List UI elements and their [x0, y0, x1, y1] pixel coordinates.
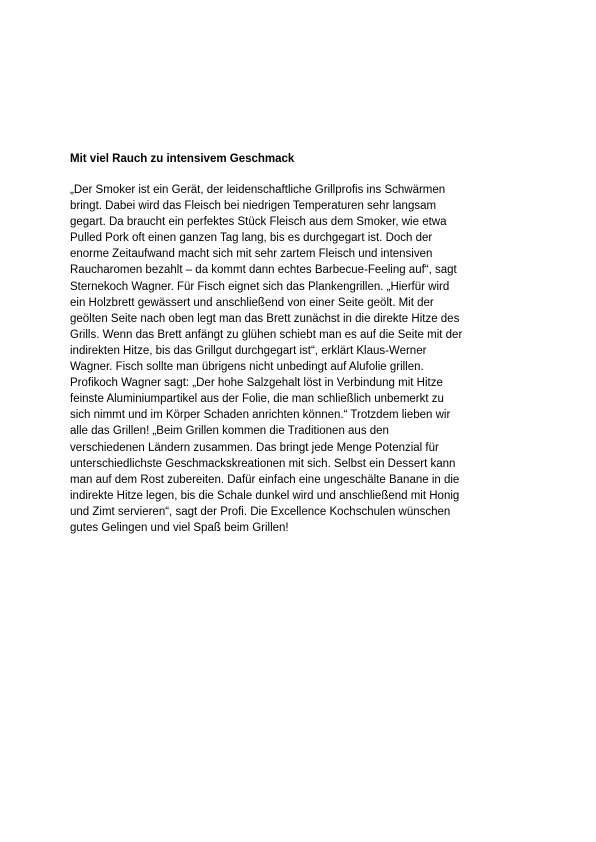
body-line: indirekten Hitze, bis das Grillgut durchgegart ist“, erklärt Klaus-Werner [70, 344, 427, 357]
body-line: Pulled Pork oft einen ganzen Tag lang, bis es durchgegart ist. Doch der [70, 232, 433, 245]
body-line: gutes Gelingen und viel Spaß beim Grillen! [70, 521, 289, 534]
body-line: feinste Aluminiumpartikel aus der Folie, die man schließlich unbemerkt zu [70, 393, 444, 406]
body-line: „Der Smoker ist ein Gerät, der leidenschaftliche Grillprofis ins Schwärmen [70, 184, 446, 196]
body-line: man auf dem Rost zubereiten. Dafür einfach eine ungeschälte Banane in die [70, 473, 460, 486]
body-line: sich nimmt und im Körper Schaden anrichten können.“ Trotzdem lieben wir [70, 409, 451, 422]
body-line: enorme Zeitaufwand macht sich mit sehr zartem Fleisch und intensiven [70, 248, 433, 261]
body-line: Sternekoch Wagner. Für Fisch eignet sich das Plankengrillen. „Hierfür wird [70, 280, 450, 293]
body-line: unterschiedlichste Geschmackskreationen mit sich. Selbst ein Dessert kann [70, 457, 456, 470]
body-line: alle das Grillen! „Beim Grillen kommen die Traditionen aus den [70, 425, 389, 438]
article-body [70, 182, 540, 536]
body-line: indirekte Hitze legen, bis die Schale dunkel wird und anschließend mit Honig [70, 489, 460, 502]
body-line: gegart. Da braucht ein perfektes Stück Fleisch aus dem Smoker, wie etwa [70, 216, 447, 229]
body-line: geölten Seite nach oben legt man das Brett zunächst in die direkte Hitze des [70, 312, 460, 325]
body-line: Wagner. Fisch sollte man übrigens nicht unbedingt auf Alufolie grillen. [70, 361, 424, 374]
body-line: bringt. Dabei wird das Fleisch bei niedrigen Temperaturen sehr langsam [70, 200, 437, 213]
body-line: verschiedenen Ländern zusammen. Das bringt jede Menge Potenzial für [70, 441, 439, 454]
body-line: Raucharomen bezahlt – da kommt dann echtes Barbecue-Feeling auf“, sagt [70, 264, 457, 277]
body-line: ein Holzbrett gewässert und anschließend von einer Seite geölt. Mit der [70, 296, 434, 309]
article-title: Mit viel Rauch zu intensivem Geschmack [70, 153, 295, 165]
body-line: Grills. Wenn das Brett anfängt zu glühen schiebt man es auf die Seite mit der [70, 328, 463, 341]
body-line: Profikoch Wagner sagt: „Der hohe Salzgehalt löst in Verbindung mit Hitze [70, 377, 443, 390]
body-line: und Zimt servieren“, sagt der Profi. Die Excellence Kochschulen wünschen [70, 505, 451, 518]
